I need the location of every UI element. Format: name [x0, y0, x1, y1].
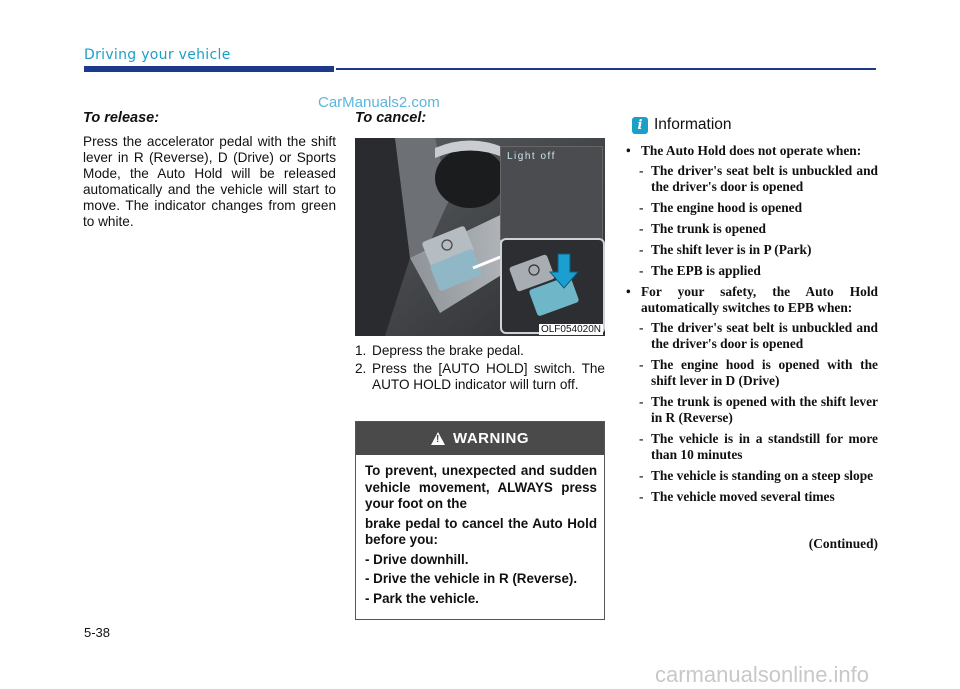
- info-subitem: - The vehicle is in a standstill for more than 10 minutes: [639, 431, 878, 462]
- info-subitem: - The shift lever is in P (Park): [639, 242, 878, 258]
- cancel-section: [355, 110, 605, 134]
- info-bullet: [624, 284, 878, 505]
- auto-hold-switch-illustration: [502, 240, 599, 328]
- info-subitem: - The engine hood is opened with the shift lever in D (Drive): [639, 357, 878, 388]
- info-subitem: - The driver's seat belt is unbuckled and the driver's door is opened: [639, 163, 878, 194]
- page-number: 5-38: [84, 625, 111, 640]
- warning-line: To prevent, unexpected and sudden vehicle movement, ALWAYS press your foot on the: [365, 463, 597, 511]
- info-bullet: [624, 143, 878, 279]
- cancel-heading: To cancel:: [355, 110, 427, 126]
- subitem-text: The trunk is opened with the shift lever in R (Reverse): [651, 394, 878, 425]
- step-item: [355, 343, 605, 359]
- subitem-text: The EPB is applied: [651, 263, 761, 278]
- step-number: 2.: [355, 361, 367, 376]
- info-subitem: - The vehicle is standing on a steep slope: [639, 468, 878, 484]
- watermark-bottom: carmanualsonline.info: [655, 662, 870, 687]
- subitem-text: The vehicle moved several times: [651, 489, 835, 504]
- info-subitem: - The EPB is applied: [639, 263, 878, 279]
- auto-hold-console-photo: [355, 138, 605, 336]
- bullet-dot: •: [626, 284, 631, 299]
- info-icon: i: [632, 117, 648, 134]
- watermark-top: CarManuals2.com: [318, 94, 440, 111]
- subitem-text: The vehicle is in a standstill for more than 10 minutes: [651, 431, 878, 462]
- subitem-text: The shift lever is in P (Park): [651, 242, 812, 257]
- release-body: Press the accelerator pedal with the shift lever in R (Reverse), D (Drive) or Sports Mode, the Auto Hold will be released automatically and the vehicle will start to move. The indicator changes from green to white.: [83, 134, 336, 229]
- subitem-text: The vehicle is standing on a steep slope: [651, 468, 874, 483]
- warning-line: - Park the vehicle.: [365, 590, 479, 606]
- cancel-steps: [355, 343, 605, 395]
- light-off-inset: [500, 146, 603, 240]
- warning-body: [356, 455, 604, 607]
- warning-line: - Drive downhill.: [365, 551, 469, 567]
- information-header: [632, 116, 732, 134]
- step-number: 1.: [355, 343, 367, 358]
- continued-label: (Continued): [808, 536, 878, 551]
- step-text: Press the [AUTO HOLD] switch. The AUTO HOLD indicator will turn off.: [372, 361, 605, 392]
- header-rule: [336, 68, 876, 70]
- bullet-dot: •: [626, 143, 631, 158]
- light-off-label: Light off: [507, 151, 556, 162]
- warning-triangle-icon: [431, 432, 445, 445]
- step-item: [355, 361, 605, 393]
- section-title: Driving your vehicle: [84, 47, 231, 63]
- subitem-text: The trunk is opened: [651, 221, 766, 236]
- bullet-text: The Auto Hold does not operate when:: [641, 143, 862, 158]
- info-subitem: - The trunk is opened: [639, 221, 878, 237]
- warning-title: WARNING: [453, 430, 529, 447]
- warning-line: - Drive the vehicle in R (Reverse).: [365, 571, 578, 586]
- warning-header: [356, 422, 604, 455]
- info-subitem: - The driver's seat belt is unbuckled and the driver's door is opened: [639, 320, 878, 351]
- release-section: [83, 110, 336, 230]
- release-heading: To release:: [83, 110, 160, 126]
- bullet-text: For your safety, the Auto Hold automatically switches to EPB when:: [641, 284, 878, 315]
- header-bar: [84, 66, 334, 72]
- info-subitem: - The engine hood is opened: [639, 200, 878, 216]
- photo-code: OLF054020N: [540, 324, 601, 335]
- info-subitem: - The vehicle moved several times: [639, 489, 878, 505]
- subitem-text: The engine hood is opened with the shift lever in D (Drive): [651, 357, 878, 388]
- subitem-text: The engine hood is opened: [651, 200, 803, 215]
- information-list: [624, 143, 878, 510]
- step-text: Depress the brake pedal.: [372, 343, 524, 358]
- info-subitem: - The trunk is opened with the shift lever in R (Reverse): [639, 394, 878, 425]
- warning-line: brake pedal to cancel the Auto Hold before you:: [365, 515, 597, 547]
- warning-box: [355, 421, 605, 620]
- subitem-text: The driver's seat belt is unbuckled and the driver's door is opened: [651, 320, 878, 351]
- auto-hold-switch-closeup: [500, 238, 605, 334]
- information-title: Information: [654, 116, 732, 133]
- subitem-text: The driver's seat belt is unbuckled and the driver's door is opened: [651, 163, 878, 194]
